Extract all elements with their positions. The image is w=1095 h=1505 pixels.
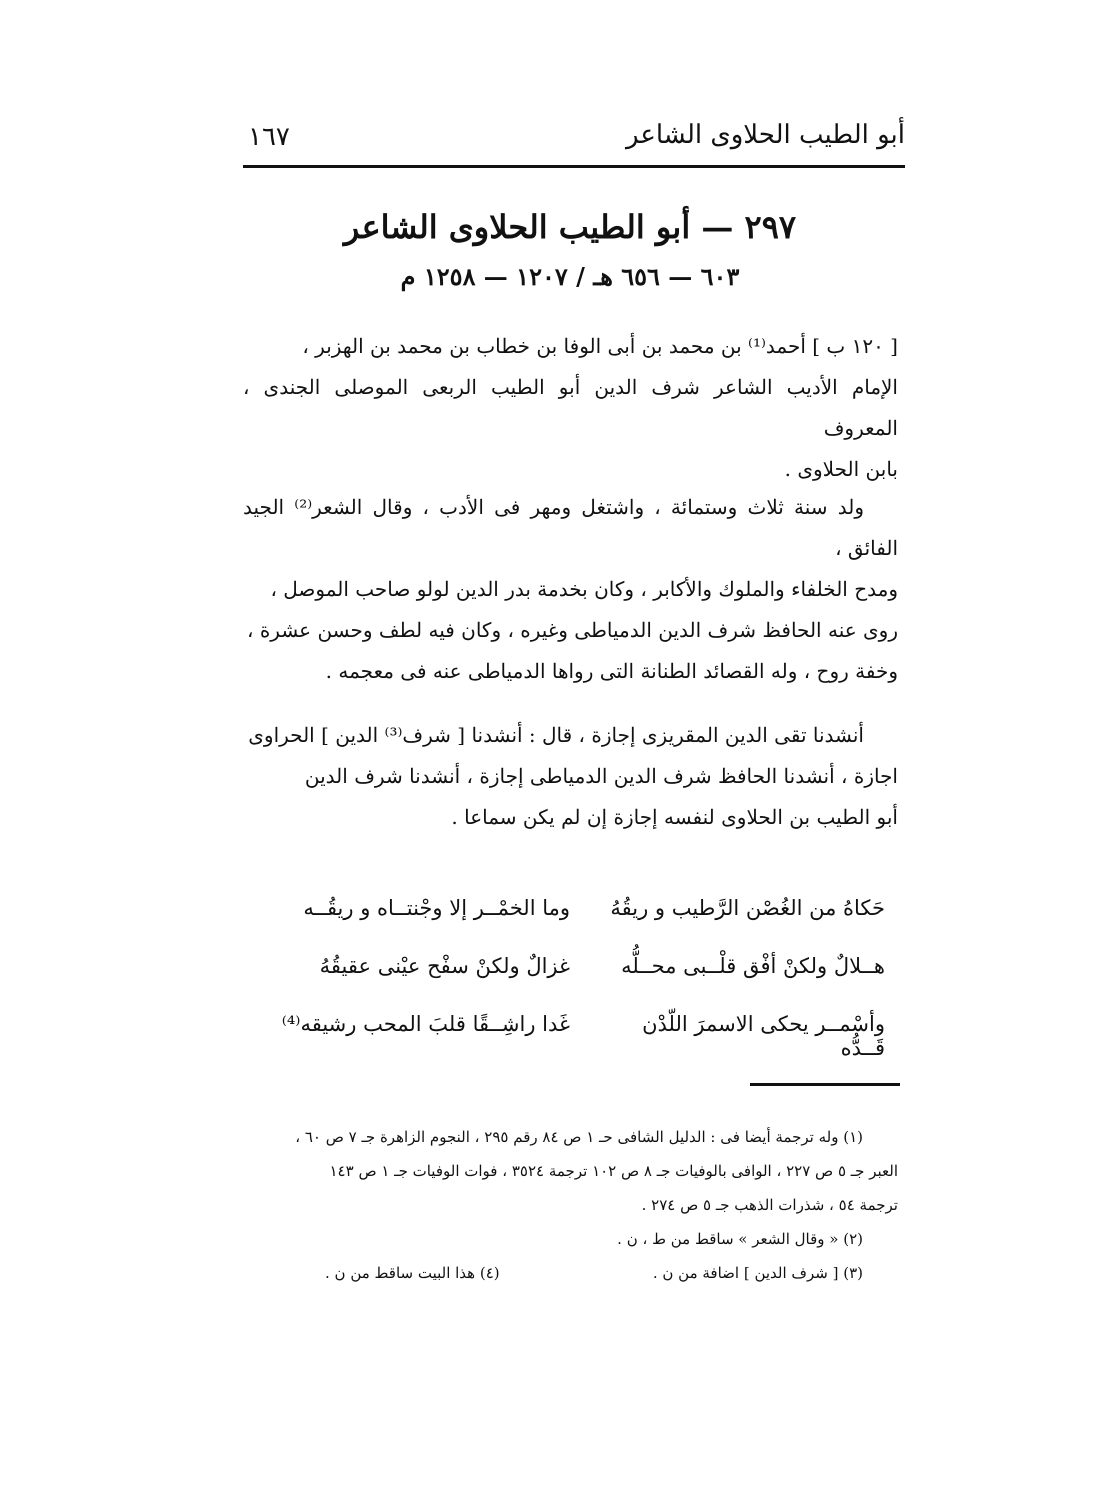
entry-title: ٢٩٧ — أبو الطيب الحلاوى الشاعر (343, 208, 797, 246)
verse-second-hemistich: وما الخمْــر إلا وجْنتــاه و ريقُــه (303, 896, 570, 920)
page-number: ١٦٧ (248, 122, 290, 152)
running-header (240, 112, 905, 160)
poem (270, 890, 885, 1064)
verse-first-hemistich: حَكاهُ من الغُصْن الرَّطيب و ريقُهُ (610, 896, 885, 920)
text-line: وخفة روح ، وله القصائد الطنانة التى رواها الدمياطى عنه فى معجمه . (325, 659, 898, 683)
footnote-3: (٣) [ شرف الدين ] اضافة من ن . (652, 1264, 863, 1282)
footnote-row (243, 1256, 898, 1290)
footnote-1-line: ترجمة ٥٤ ، شذرات الذهب جـ ٥ ص ٢٧٤ . (641, 1196, 898, 1214)
paragraph-isnad (243, 715, 898, 838)
paragraph-intro (243, 326, 898, 490)
text-line: [ ١٢٠ ب ] أحمد⁽¹⁾ بن محمد بن أبى الوفا بن خطاب بن محمد بن الهزبر ، (302, 334, 898, 358)
verse-first-hemistich: هــلالٌ ولكنْ أفْق قلْــبى محــلُّه (621, 954, 885, 978)
poem-verse (270, 890, 885, 948)
text-line: أنشدنا تقى الدين المقريزى إجازة ، قال : أنشدنا [ شرف⁽³⁾ الدين ] الحراوى (248, 723, 864, 747)
header-rule (243, 165, 905, 168)
text-line: ومدح الخلفاء والملوك والأكابر ، وكان بخدمة بدر الدين لولو صاحب الموصل ، (270, 577, 898, 601)
running-title: أبو الطيب الحلاوى الشاعر (625, 120, 905, 150)
paragraph-biography (243, 487, 898, 692)
verse-first-hemistich: وأسْمــر يحكى الاسمرَ اللّدْن قَــدُّه (642, 1012, 885, 1060)
footnotes (243, 1120, 898, 1290)
entry-dates: ٦٠٣ — ٦٥٦ هـ / ١٢٠٧ — ١٢٥٨ م (400, 262, 740, 291)
text-line: اجازة ، أنشدنا الحافظ شرف الدين الدمياطى إجازة ، أنشدنا شرف الدين (304, 764, 898, 788)
footnote-1-line: (١) وله ترجمة أيضا فى : الدليل الشافى حـ ١ ص ٨٤ رقم ٢٩٥ ، النجوم الزاهرة جـ ٧ ص ٦٠ ، (295, 1128, 863, 1146)
text-line: أبو الطيب بن الحلاوى لنفسه إجازة إن لم يكن سماعا . (451, 805, 898, 829)
poem-verse (270, 948, 885, 1006)
footnote-2: (٢) « وقال الشعر » ساقط من ط ، ن . (617, 1230, 863, 1248)
footnote-1-line: العبر جـ ٥ ص ٢٢٧ ، الوافى بالوفيات جـ ٨ ص ١٠٢ ترجمة ٣٥٢٤ ، فوات الوفيات جـ ١ ص ١٤٣ (329, 1162, 898, 1180)
footnote-4: (٤) هذا البيت ساقط من ن . (325, 1264, 500, 1282)
verse-second-hemistich: غَدا راشِــقًا قلبَ المحب رشيقه⁽⁴⁾ (281, 1012, 570, 1036)
text-line: روى عنه الحافظ شرف الدين الدمياطى وغيره ، وكان فيه لطف وحسن عشرة ، (247, 618, 898, 642)
poem-verse (270, 1006, 885, 1064)
text-line: بابن الحلاوى . (784, 457, 898, 481)
footnote-separator (750, 1083, 900, 1086)
text-line: ولد سنة ثلاث وستمائة ، واشتغل ومهر فى الأدب ، وقال الشعر⁽²⁾ الجيد الفائق ، (243, 495, 898, 560)
verse-second-hemistich: غزالٌ ولكنْ سفْح عيْنى عقيقُهُ (319, 954, 570, 978)
text-line: الإمام الأديب الشاعر شرف الدين أبو الطيب الربعى الموصلى الجندى ، المعروف (243, 375, 898, 440)
